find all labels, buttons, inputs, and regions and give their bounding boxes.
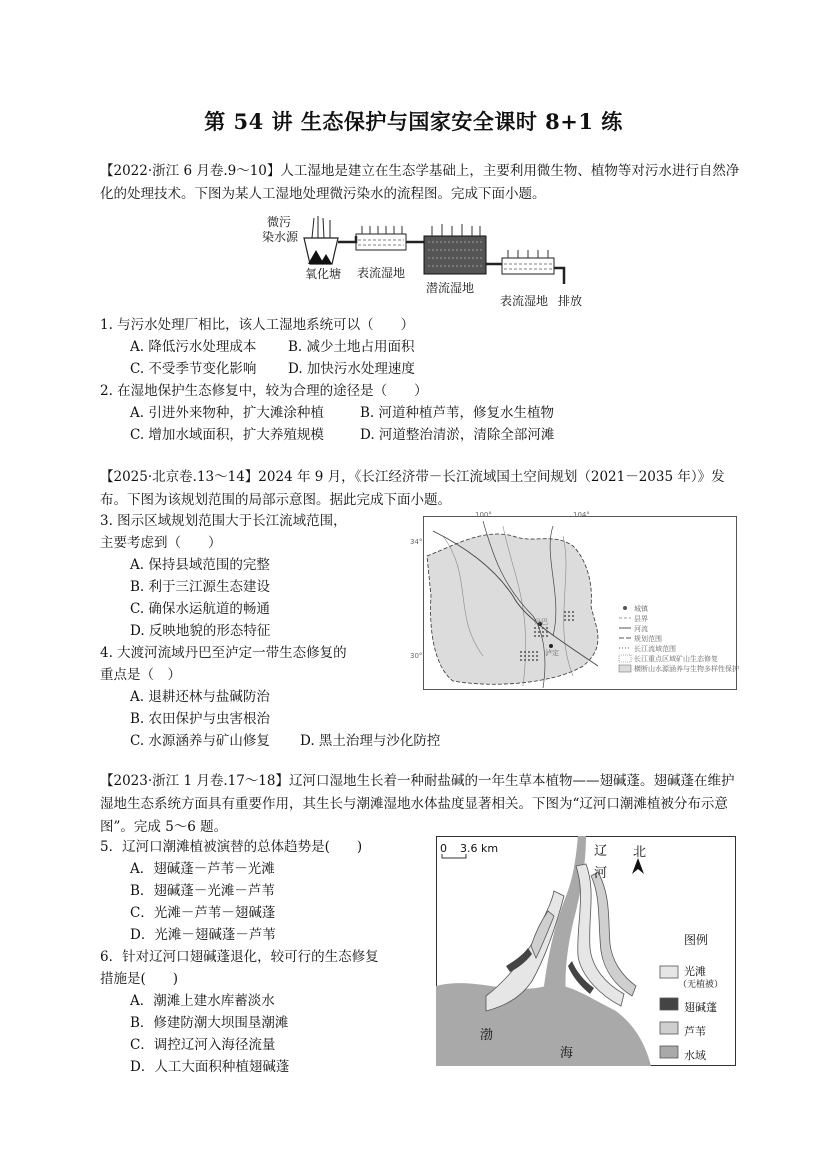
q6-stem-line2: 措施是( )	[100, 971, 179, 987]
page-title: 第 54 讲 生态保护与国家安全课时 8+1 练	[204, 109, 623, 134]
river-label-liao: 辽	[594, 844, 608, 859]
section3-intro: 【2023·浙江 1 月卷.17～18】辽河口湿地生长着一种耐盐碱的一年生草本植物——翅碱蓬。翅碱蓬在维护湿地生态系统方面具有重要作用，其生长与潮滩湿地水体盐度显著相关。下图为“辽河口潮滩植被分布示意图”。完成 5～6 题。	[100, 773, 735, 835]
legend-planning-scope: 规划范围	[634, 635, 662, 643]
q5-option-d: D．光滩－翅碱蓬－芦苇	[130, 927, 276, 943]
q4-option-b: B. 农田保护与虫害根治	[130, 711, 271, 727]
q4-stem-line2: 重点是（ ）	[100, 667, 181, 683]
q1-option-c: C. 不受季节变化影响	[130, 361, 257, 377]
q2-stem: 2. 在湿地保护生态修复中，较为合理的途径是（ ）	[100, 383, 428, 399]
source-label-2: 染水源	[262, 230, 299, 244]
q3-stem-line2: 主要考虑到（ ）	[100, 535, 222, 551]
section2-intro: 【2025·北京卷.13～14】2024 年 9 月，《长江经济带－长江流域国土空间规划（2021－2035 年）》发布。下图为该规划范围的局部示意图。据此完成下面小题。	[100, 469, 725, 508]
q2-option-d: D. 河道整治清淤，清除全部河滩	[360, 427, 555, 443]
map-place-luding: 泸定	[545, 649, 559, 657]
q5-option-b: B．翅碱蓬－光滩－芦苇	[130, 883, 275, 899]
q6-option-a: A．潮滩上建水库蓄淡水	[130, 993, 275, 1009]
q2-option-b: B. 河道种植芦苇，修复水生植物	[360, 405, 555, 421]
q2-option-c: C. 增加水域面积，扩大养殖规模	[130, 427, 324, 443]
sea-label-bo: 渤	[480, 1028, 494, 1043]
q4-option-c: C. 水源涵养与矿山修复	[130, 733, 270, 749]
legend-county-boundary: 县界	[634, 615, 648, 623]
legend-mudflat-note: （无植被）	[678, 980, 724, 990]
q5-stem: 5．辽河口潮滩植被演替的总体趋势是( )	[100, 839, 363, 855]
discharge-label: 排放	[558, 294, 583, 308]
q1-option-a: A. 降低污水处理成本	[130, 339, 257, 355]
q1-option-b: B. 减少土地占用面积	[288, 339, 415, 355]
q4-option-a: A. 退耕还林与盐碱防治	[130, 689, 270, 705]
scale-zero: 0	[440, 842, 447, 855]
q6-stem-line1: 6．针对辽河口翅碱蓬退化，较可行的生态修复	[100, 949, 379, 965]
q4-stem-line1: 4. 大渡河流域丹巴至泸定一带生态修复的	[100, 645, 347, 661]
legend-mudflat-swatch	[660, 966, 678, 978]
q3-option-b: B. 利于三江源生态建设	[130, 579, 271, 595]
q2-option-a: A. 引进外来物种，扩大滩涂种植	[130, 405, 324, 421]
legend-title: 图例	[684, 933, 709, 947]
q3-option-d: D. 反映地貌的形态特征	[130, 623, 271, 639]
legend-water-label: 水域	[684, 1049, 706, 1062]
scale-distance: 3.6 km	[460, 842, 499, 855]
planning-region	[427, 534, 598, 684]
surface-wetland-2-label: 表流湿地	[500, 294, 549, 308]
legend-river: 河流	[634, 625, 648, 633]
legend-water-swatch	[660, 1046, 678, 1058]
q6-option-c: C．调控辽河入海径流量	[130, 1037, 276, 1053]
river-label-he: 河	[594, 866, 608, 881]
legend-town: 城镇	[634, 605, 648, 613]
q6-option-b: B．修建防潮大坝围垦潮滩	[130, 1015, 289, 1031]
oxidation-pond-label: 氧化塘	[305, 267, 342, 281]
map-lat-30: 30°	[410, 652, 423, 660]
legend-hengduan-protection: 横断山水源涵养与生物多样性保护	[634, 665, 739, 673]
legend-reed-swatch	[660, 1022, 678, 1034]
q1-option-d: D. 加快污水处理速度	[288, 361, 415, 377]
section1-intro: 【2022·浙江 6 月卷.9～10】人工湿地是建立在生态学基础上，主要利用微生物、植物等对污水进行自然净化的处理技术。下图为某人工湿地处理微污染水的流程图。完成下面小题。	[100, 163, 740, 202]
map-lon-104: 104°	[573, 511, 590, 519]
q4-option-d: D. 黑土治理与沙化防控	[300, 733, 441, 749]
q5-option-c: C．光滩－芦苇－翅碱蓬	[130, 905, 276, 921]
q3-stem-line1: 3. 图示区域规划范围大于长江流域范围，	[100, 513, 347, 529]
q3-option-a: A. 保持县域范围的完整	[130, 557, 270, 573]
q1-stem: 1. 与污水处理厂相比，该人工湿地系统可以（ ）	[100, 317, 415, 333]
map-place-danba: 丹巴	[534, 618, 548, 626]
surface-wetland-1-label: 表流湿地	[357, 266, 406, 280]
sea-label-hai: 海	[560, 1046, 574, 1061]
q5-option-a: A．翅碱蓬－芦苇－光滩	[130, 861, 275, 877]
map-lon-100: 100°	[475, 511, 492, 519]
legend-yangtze-basin: 长江流域范围	[634, 645, 676, 653]
surface-wetland-1	[356, 234, 406, 250]
map-lat-34: 34°	[410, 538, 423, 546]
north-label: 北	[633, 845, 647, 860]
q3-option-c: C. 确保水运航道的畅通	[130, 601, 270, 617]
legend-reed-label: 芦苇	[684, 1025, 706, 1038]
q6-option-d: D．人工大面积种植翅碱蓬	[130, 1059, 290, 1075]
legend-seepweed-label: 翅碱蓬	[684, 1001, 717, 1014]
legend-mudflat-label: 光滩	[684, 965, 706, 978]
source-label-1: 微污	[267, 215, 292, 229]
legend-mine-restoration: 长江重点区域矿山生态修复	[634, 655, 718, 663]
subsurface-wetland-label: 潜流湿地	[426, 281, 475, 295]
legend-seepweed-swatch	[660, 998, 678, 1010]
surface-wetland-2	[502, 258, 554, 274]
